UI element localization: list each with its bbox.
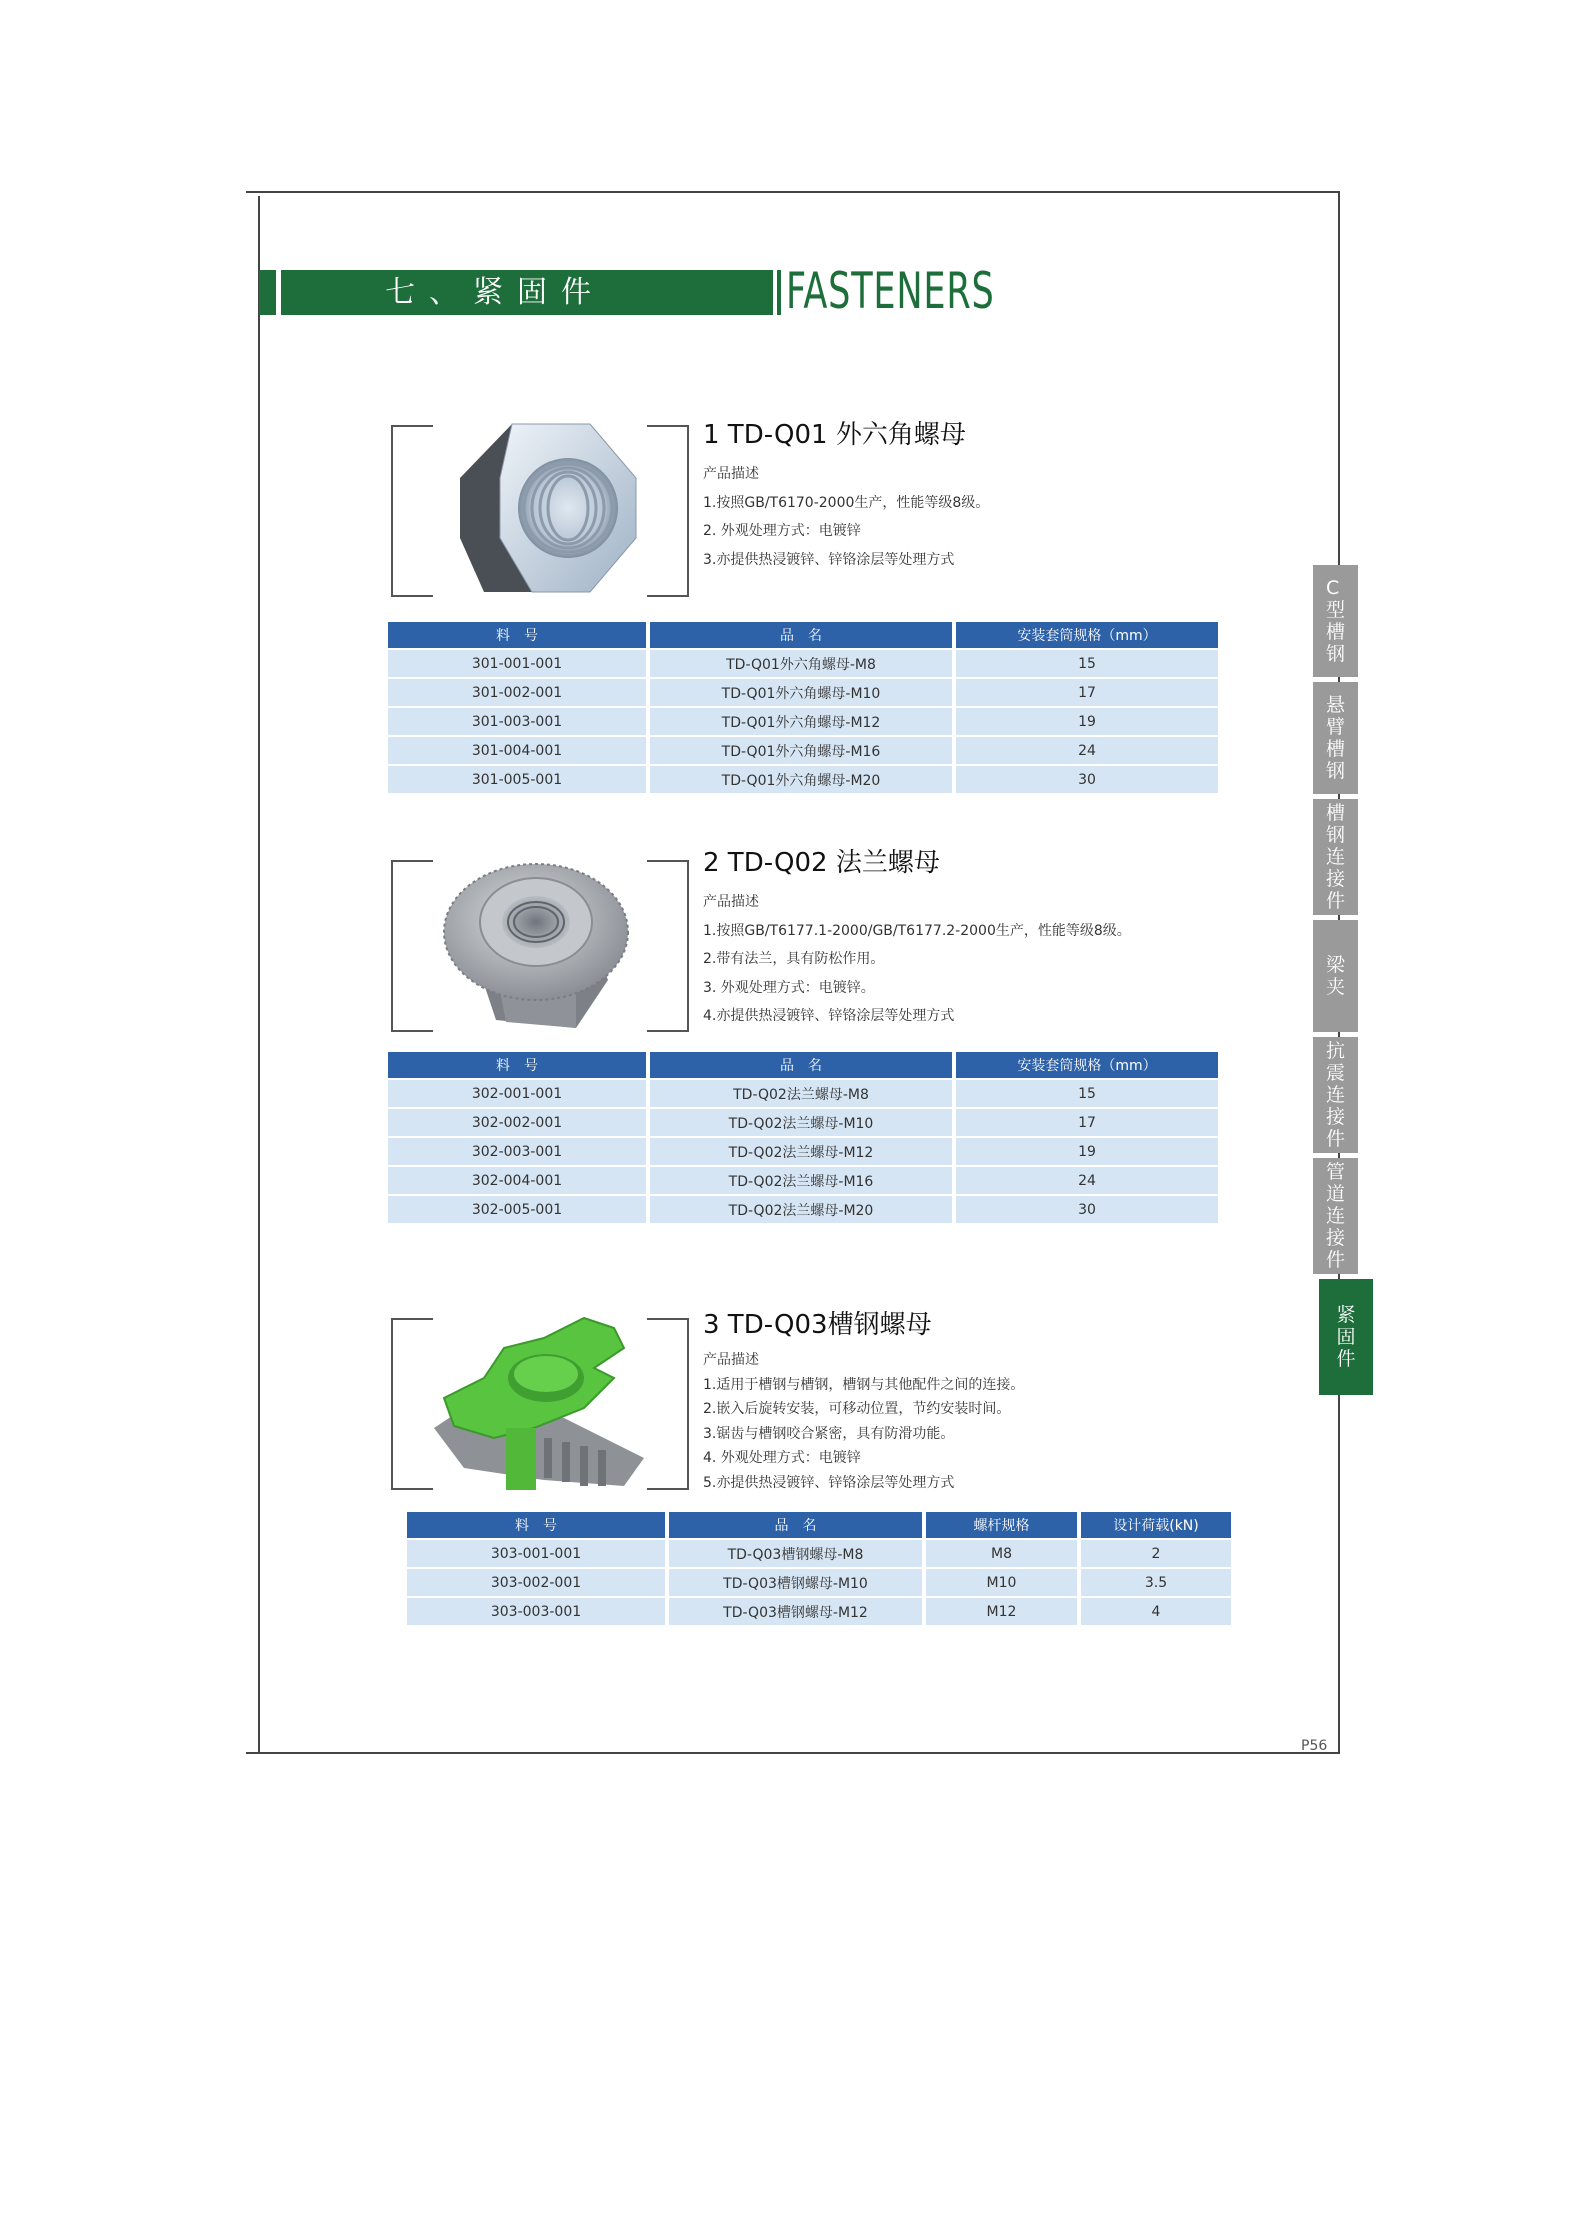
side-tab-cantilever[interactable] [1313, 682, 1358, 794]
image-bracket-right [647, 425, 689, 597]
description-line: 5.亦提供热浸镀锌、锌铬涂层等处理方式 [703, 1474, 955, 1491]
column-header: 品 名 [650, 1052, 952, 1078]
side-tab-label: 悬 臂 槽 钢 [1325, 694, 1345, 782]
description-line: 3. 外观处理方式：电镀锌。 [703, 979, 875, 996]
table-row [407, 1569, 1231, 1596]
side-tab-label: 抗 震 连 接 件 [1325, 1040, 1345, 1150]
table-cell: 2 [1081, 1540, 1231, 1567]
table-row [388, 1138, 1218, 1165]
column-header: 安装套筒规格（mm） [956, 622, 1218, 648]
table-cell: TD-Q01外六角螺母-M10 [650, 679, 952, 706]
table-header-row [407, 1512, 1231, 1538]
table-cell: TD-Q01外六角螺母-M20 [650, 766, 952, 793]
table-cell: 302-004-001 [388, 1167, 646, 1194]
table-cell: 301-003-001 [388, 708, 646, 735]
side-tab-c-channel[interactable] [1313, 565, 1358, 677]
crop-mark [258, 1742, 260, 1754]
table-row [407, 1598, 1231, 1625]
column-header: 料 号 [407, 1512, 665, 1538]
table-cell: 303-001-001 [407, 1540, 665, 1567]
table-row [388, 1109, 1218, 1136]
table-header-row [388, 622, 1218, 648]
description-heading: 产品描述 [703, 466, 759, 482]
column-header: 品 名 [650, 622, 952, 648]
crop-mark [246, 191, 260, 193]
table-row [388, 766, 1218, 793]
description-line: 2.带有法兰，具有防松作用。 [703, 951, 885, 967]
table-cell: 17 [956, 679, 1218, 706]
table-cell: TD-Q01外六角螺母-M8 [650, 650, 952, 677]
table-cell: 24 [956, 737, 1218, 764]
table-row [388, 1167, 1218, 1194]
side-tab-seismic-connectors[interactable] [1313, 1037, 1358, 1153]
column-header: 设计荷载(kN) [1081, 1512, 1231, 1538]
page-frame-bottom [246, 1752, 1340, 1754]
page-number: P56 [1301, 1738, 1328, 1754]
table-cell: TD-Q03槽钢螺母-M12 [669, 1598, 922, 1625]
product-title: 3 TD-Q03槽钢螺母 [703, 1310, 932, 1340]
image-bracket-right [647, 860, 689, 1032]
table-cell: 303-003-001 [407, 1598, 665, 1625]
description-line: 3.亦提供热浸镀锌、锌铬涂层等处理方式 [703, 551, 955, 568]
image-bracket-left [391, 425, 433, 597]
product-title: 2 TD-Q02 法兰螺母 [703, 848, 940, 878]
column-header: 螺杆规格 [926, 1512, 1077, 1538]
table-cell: 15 [956, 650, 1218, 677]
side-tab-label: 紧 固 件 [1336, 1304, 1356, 1370]
spec-table [403, 1510, 1235, 1627]
side-tab-channel-connectors[interactable] [1313, 799, 1358, 915]
table-cell: 302-001-001 [388, 1080, 646, 1107]
table-row [388, 1080, 1218, 1107]
hex-nut-image [450, 418, 640, 598]
table-cell: TD-Q02法兰螺母-M10 [650, 1109, 952, 1136]
table-cell: 19 [956, 1138, 1218, 1165]
table-row [388, 737, 1218, 764]
table-row [407, 1540, 1231, 1567]
side-tab-label: 槽 钢 连 接 件 [1325, 802, 1345, 912]
image-bracket-left [391, 860, 433, 1032]
product-description [703, 888, 1131, 1031]
table-header-row [388, 1052, 1218, 1078]
table-cell: 301-005-001 [388, 766, 646, 793]
table-cell: M12 [926, 1598, 1077, 1625]
table-cell: 301-004-001 [388, 737, 646, 764]
spec-table [384, 620, 1222, 795]
banner-accent [259, 270, 276, 315]
product-title: 1 TD-Q01 外六角螺母 [703, 420, 966, 450]
banner-divider [777, 270, 781, 315]
flange-nut-image [436, 850, 636, 1035]
table-cell: TD-Q02法兰螺母-M12 [650, 1138, 952, 1165]
table-cell: TD-Q03槽钢螺母-M10 [669, 1569, 922, 1596]
section-title-en: FASTENERS [786, 262, 995, 320]
table-cell: 4 [1081, 1598, 1231, 1625]
table-cell: TD-Q02法兰螺母-M8 [650, 1080, 952, 1107]
page-frame-top [258, 191, 1340, 193]
channel-nut-image [424, 1308, 654, 1493]
table-cell: M10 [926, 1569, 1077, 1596]
description-line: 1.按照GB/T6170-2000生产，性能等级8级。 [703, 494, 990, 511]
column-header: 料 号 [388, 622, 646, 648]
table-cell: 301-001-001 [388, 650, 646, 677]
table-cell: 24 [956, 1167, 1218, 1194]
table-cell: 302-005-001 [388, 1196, 646, 1223]
table-cell: 303-002-001 [407, 1569, 665, 1596]
side-tab-beam-clamp[interactable] [1313, 920, 1358, 1032]
description-line: 4. 外观处理方式：电镀锌 [703, 1450, 861, 1466]
section-title: 七、紧固件 [385, 275, 605, 310]
spec-table [384, 1050, 1222, 1225]
description-heading: 产品描述 [703, 894, 759, 910]
page-frame-left [258, 196, 260, 1752]
table-cell: 19 [956, 708, 1218, 735]
description-line: 2.嵌入后旋转安装，可移动位置，节约安装时间。 [703, 1401, 1011, 1417]
table-row [388, 1196, 1218, 1223]
table-cell: 30 [956, 766, 1218, 793]
description-line: 2. 外观处理方式：电镀锌 [703, 523, 861, 539]
product-description [703, 1348, 1024, 1495]
column-header: 安装套筒规格（mm） [956, 1052, 1218, 1078]
table-cell: 302-003-001 [388, 1138, 646, 1165]
description-line: 3.锯齿与槽钢咬合紧密，具有防滑功能。 [703, 1425, 955, 1442]
table-cell: TD-Q02法兰螺母-M20 [650, 1196, 952, 1223]
description-line: 4.亦提供热浸镀锌、锌铬涂层等处理方式 [703, 1008, 955, 1024]
table-cell: 15 [956, 1080, 1218, 1107]
table-cell: 30 [956, 1196, 1218, 1223]
table-cell: 3.5 [1081, 1569, 1231, 1596]
side-tab-pipe-connectors[interactable] [1313, 1158, 1358, 1274]
table-row [388, 679, 1218, 706]
table-row [388, 708, 1218, 735]
description-line: 1.按照GB/T6177.1-2000/GB/T6177.2-2000生产，性能等级8级。 [703, 922, 1131, 939]
side-tab-fasteners[interactable] [1319, 1279, 1373, 1395]
column-header: 料 号 [388, 1052, 646, 1078]
table-cell: 301-002-001 [388, 679, 646, 706]
table-cell: 17 [956, 1109, 1218, 1136]
side-tab-label: 管 道 连 接 件 [1325, 1161, 1345, 1271]
table-cell: TD-Q01外六角螺母-M16 [650, 737, 952, 764]
description-line: 1.适用于槽钢与槽钢，槽钢与其他配件之间的连接。 [703, 1376, 1025, 1393]
table-cell: TD-Q03槽钢螺母-M8 [669, 1540, 922, 1567]
table-cell: 302-002-001 [388, 1109, 646, 1136]
table-cell: TD-Q01外六角螺母-M12 [650, 708, 952, 735]
section-banner [281, 270, 773, 315]
column-header: 品 名 [669, 1512, 922, 1538]
table-row [388, 650, 1218, 677]
table-cell: M8 [926, 1540, 1077, 1567]
description-heading: 产品描述 [703, 1352, 759, 1368]
side-tab-label: 梁 夹 [1325, 954, 1345, 998]
product-description [703, 460, 989, 574]
table-cell: TD-Q02法兰螺母-M16 [650, 1167, 952, 1194]
side-tab-label: C 型 槽 钢 [1325, 577, 1345, 665]
